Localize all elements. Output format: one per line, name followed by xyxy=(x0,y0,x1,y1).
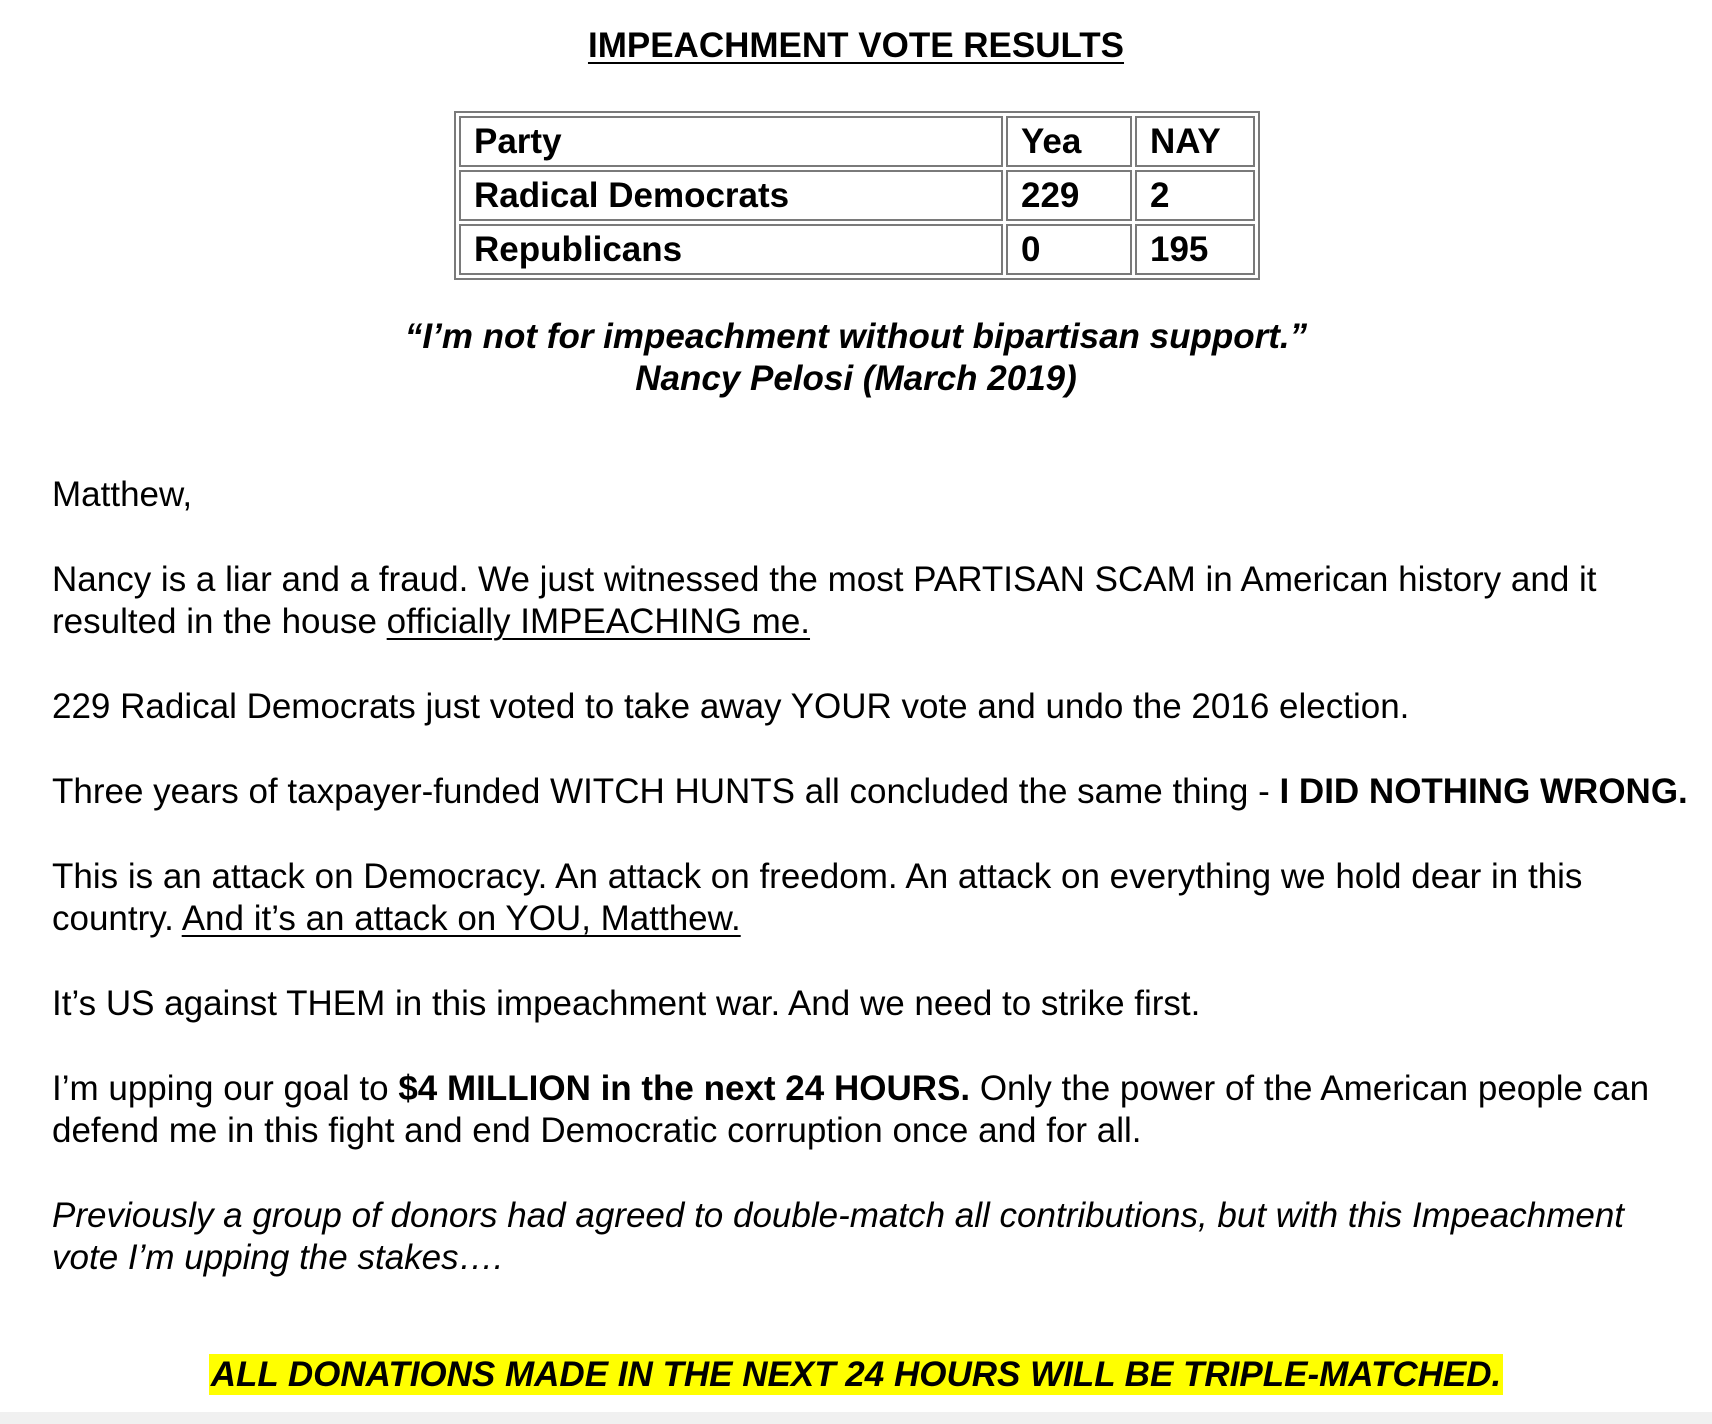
paragraph-7-italic: Previously a group of donors had agreed to double-match all contributions, but with this Impeachment vote I’m upping the stakes…. xyxy=(52,1196,1625,1277)
cta-banner xyxy=(0,1355,1712,1395)
vote-results-table xyxy=(454,111,1260,280)
header-yea: Yea xyxy=(1006,116,1132,167)
letter-body xyxy=(52,474,1692,1322)
paragraph-2: 229 Radical Democrats just voted to take away YOUR vote and undo the 2016 election. xyxy=(52,687,1410,726)
paragraph-4-text: This is an attack on Democracy. An attack on freedom. An attack on everything we hold dear in this country. xyxy=(52,857,1583,938)
paragraph-6-after: Only the power of the American people can defend me in this fight and end Democratic corruption once and for all. xyxy=(52,1069,1650,1150)
paragraph-5: It’s US against THEM in this impeachment war. And we need to strike first. xyxy=(52,984,1201,1023)
impeaching-underline-text: officially IMPEACHING me. xyxy=(386,602,811,641)
yea-cell: 0 xyxy=(1006,224,1132,275)
table-header-row xyxy=(459,116,1255,167)
party-cell: Radical Democrats xyxy=(459,170,1003,221)
attack-on-you-underline-text: And it’s an attack on YOU, Matthew. xyxy=(181,899,741,938)
triple-match-highlight-text: ALL DONATIONS MADE IN THE NEXT 24 HOURS WILL BE TRIPLE-MATCHED. xyxy=(210,1355,1502,1394)
nay-cell: 2 xyxy=(1135,170,1255,221)
paragraph-6 xyxy=(52,1068,1692,1152)
paragraph-3 xyxy=(52,771,1692,813)
pelosi-quote xyxy=(0,316,1712,400)
page-title: IMPEACHMENT VOTE RESULTS xyxy=(587,26,1125,65)
paragraph-4 xyxy=(52,856,1692,940)
table-row xyxy=(459,224,1255,275)
nay-cell: 195 xyxy=(1135,224,1255,275)
paragraph-1-text: Nancy is a liar and a fraud. We just witnessed the most PARTISAN SCAM in American history and it resulted in the house xyxy=(52,560,1597,641)
header-nay: NAY xyxy=(1135,116,1255,167)
header-party: Party xyxy=(459,116,1003,167)
quote-text: “I’m not for impeachment without bipartisan support.” xyxy=(404,317,1308,356)
table-row xyxy=(459,170,1255,221)
goal-bold-text: $4 MILLION in the next 24 HOURS. xyxy=(398,1069,971,1108)
paragraph-1 xyxy=(52,559,1692,643)
party-cell: Republicans xyxy=(459,224,1003,275)
paragraph-6-before: I’m upping our goal to xyxy=(52,1069,399,1108)
quote-attribution: Nancy Pelosi (March 2019) xyxy=(635,359,1077,398)
nothing-wrong-bold-text: I DID NOTHING WRONG. xyxy=(1279,772,1688,811)
yea-cell: 229 xyxy=(1006,170,1132,221)
bottom-divider xyxy=(0,1412,1712,1424)
greeting: Matthew, xyxy=(52,475,193,514)
paragraph-3-text: Three years of taxpayer-funded WITCH HUNTS all concluded the same thing - xyxy=(52,772,1280,811)
